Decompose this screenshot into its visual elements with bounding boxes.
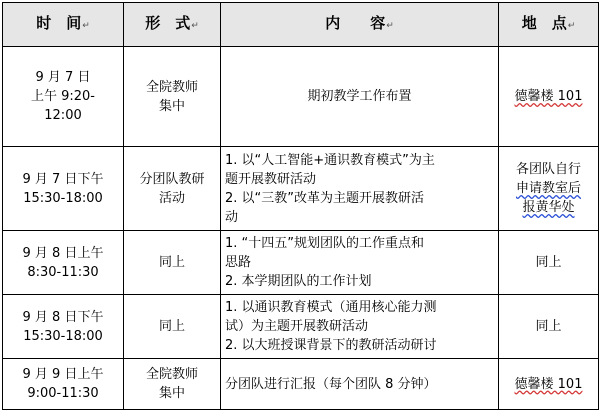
form-cell: 分团队教研 活动 — [124, 147, 221, 231]
header-form: 形 式↵ — [124, 3, 221, 47]
time-cell: 9 月 8 日下午 15:30-18:00 — [3, 295, 124, 359]
table-row — [3, 359, 599, 410]
form-cell: 全院教师 集中 — [124, 359, 221, 410]
content-cell: 1. 以通识教育模式（通用核心能力测 试）为主题开展教研活动 2. 以大班授课背景下的教研活动研讨 — [221, 295, 499, 359]
content-cell: 期初教学工作布置 — [221, 47, 499, 147]
header-location: 地 点↵ — [499, 3, 599, 47]
header-time: 时 间↵ — [3, 3, 124, 47]
content-cell: 1. “十四五”规划团队的工作重点和 思路 2. 本学期团队的工作计划 — [221, 231, 499, 295]
table-row — [3, 47, 599, 147]
table-row — [3, 231, 599, 295]
table-row — [3, 147, 599, 231]
location-cell: 同上 — [499, 295, 599, 359]
content-cell: 1. 以“人工智能+通识教育模式”为主 题开展教研活动 2. 以“三教”改革为主题开展教研活 动 — [221, 147, 499, 231]
content-cell: 分团队进行汇报（每个团队 8 分钟） — [221, 359, 499, 410]
time-cell: 9 月 7 日下午 15:30-18:00 — [3, 147, 124, 231]
schedule-table — [2, 2, 599, 410]
table-row — [3, 295, 599, 359]
time-cell: 9 月 9 日上午 9:00-11:30 — [3, 359, 124, 410]
form-cell: 同上 — [124, 231, 221, 295]
time-cell: 9 月 7 日 上午 9:20- 12:00 — [3, 47, 124, 147]
form-cell: 同上 — [124, 295, 221, 359]
location-cell: 各团队自行 申请教室后 报黄华处 — [499, 147, 599, 231]
form-cell: 全院教师 集中 — [124, 47, 221, 147]
header-content: 内 容↵ — [221, 3, 499, 47]
location-cell: 同上 — [499, 231, 599, 295]
location-cell: 德馨楼 101 — [499, 359, 599, 410]
header-row — [3, 3, 599, 47]
location-cell: 德馨楼 101 — [499, 47, 599, 147]
time-cell: 9 月 8 日上午 8:30-11:30 — [3, 231, 124, 295]
